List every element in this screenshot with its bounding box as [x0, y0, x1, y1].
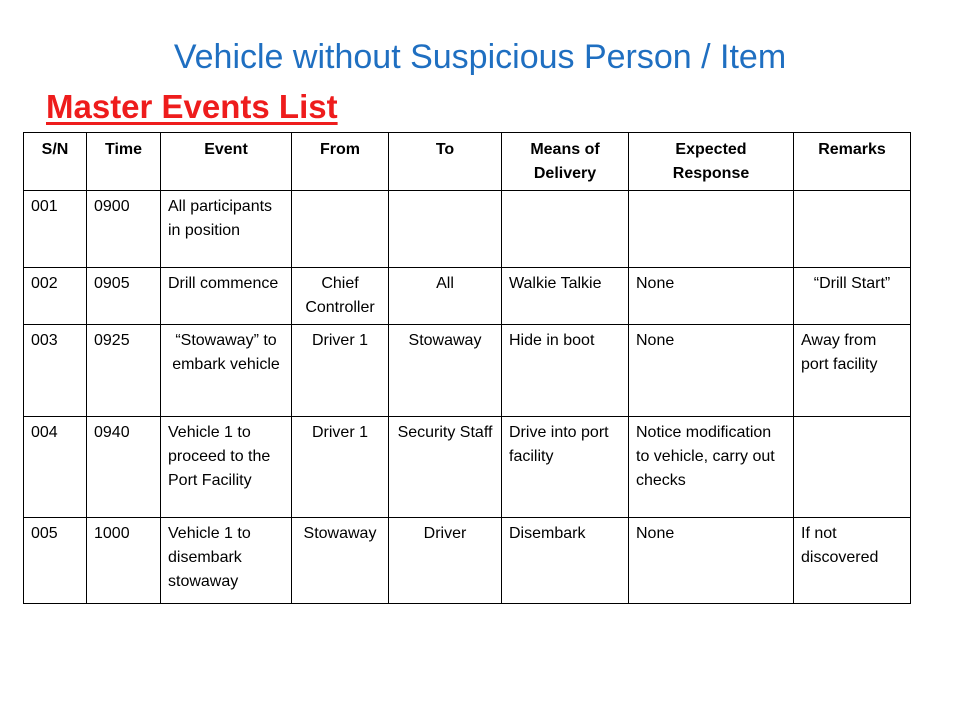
cell-sn: 002 — [24, 268, 87, 325]
table-row — [24, 191, 911, 268]
cell-from: Chief Controller — [292, 268, 389, 325]
master-events-heading: Master Events List — [46, 88, 338, 125]
cell-response — [629, 191, 794, 268]
cell-means: Drive into port facility — [502, 417, 629, 518]
cell-event: All participants in position — [161, 191, 292, 268]
header-to: To — [389, 133, 502, 191]
cell-event: Vehicle 1 to proceed to the Port Facility — [161, 417, 292, 518]
cell-response: None — [629, 518, 794, 604]
header-event: Event — [161, 133, 292, 191]
cell-to: Security Staff — [389, 417, 502, 518]
cell-to: All — [389, 268, 502, 325]
cell-remarks: “Drill Start” — [794, 268, 911, 325]
cell-time: 0905 — [87, 268, 161, 325]
cell-to: Stowaway — [389, 325, 502, 417]
table-row — [24, 268, 911, 325]
cell-response: Notice modification to vehicle, carry out checks — [629, 417, 794, 518]
header-time: Time — [87, 133, 161, 191]
cell-sn: 005 — [24, 518, 87, 604]
cell-event: Vehicle 1 to disembark stowaway — [161, 518, 292, 604]
cell-to: Driver — [389, 518, 502, 604]
header-from: From — [292, 133, 389, 191]
cell-means — [502, 191, 629, 268]
cell-from: Stowaway — [292, 518, 389, 604]
cell-remarks: Away from port facility — [794, 325, 911, 417]
table-header-row — [24, 133, 911, 191]
cell-event: “Stowaway” to embark vehicle — [161, 325, 292, 417]
cell-remarks — [794, 417, 911, 518]
cell-to — [389, 191, 502, 268]
header-expected-response: Expected Response — [629, 133, 794, 191]
table-row — [24, 518, 911, 604]
cell-from — [292, 191, 389, 268]
cell-sn: 004 — [24, 417, 87, 518]
header-sn: S/N — [24, 133, 87, 191]
cell-time: 0925 — [87, 325, 161, 417]
header-remarks: Remarks — [794, 133, 911, 191]
cell-response: None — [629, 268, 794, 325]
table-row — [24, 417, 911, 518]
cell-time: 0940 — [87, 417, 161, 518]
header-means-of-delivery: Means of Delivery — [502, 133, 629, 191]
table-row — [24, 325, 911, 417]
cell-time: 1000 — [87, 518, 161, 604]
master-events-table — [23, 132, 911, 604]
cell-from: Driver 1 — [292, 417, 389, 518]
cell-from: Driver 1 — [292, 325, 389, 417]
cell-response: None — [629, 325, 794, 417]
cell-sn: 001 — [24, 191, 87, 268]
slide-title: Vehicle without Suspicious Person / Item — [173, 38, 787, 76]
cell-means: Hide in boot — [502, 325, 629, 417]
cell-means: Disembark — [502, 518, 629, 604]
cell-remarks — [794, 191, 911, 268]
cell-means: Walkie Talkie — [502, 268, 629, 325]
cell-time: 0900 — [87, 191, 161, 268]
cell-sn: 003 — [24, 325, 87, 417]
cell-remarks: If not discovered — [794, 518, 911, 604]
cell-event: Drill commence — [161, 268, 292, 325]
